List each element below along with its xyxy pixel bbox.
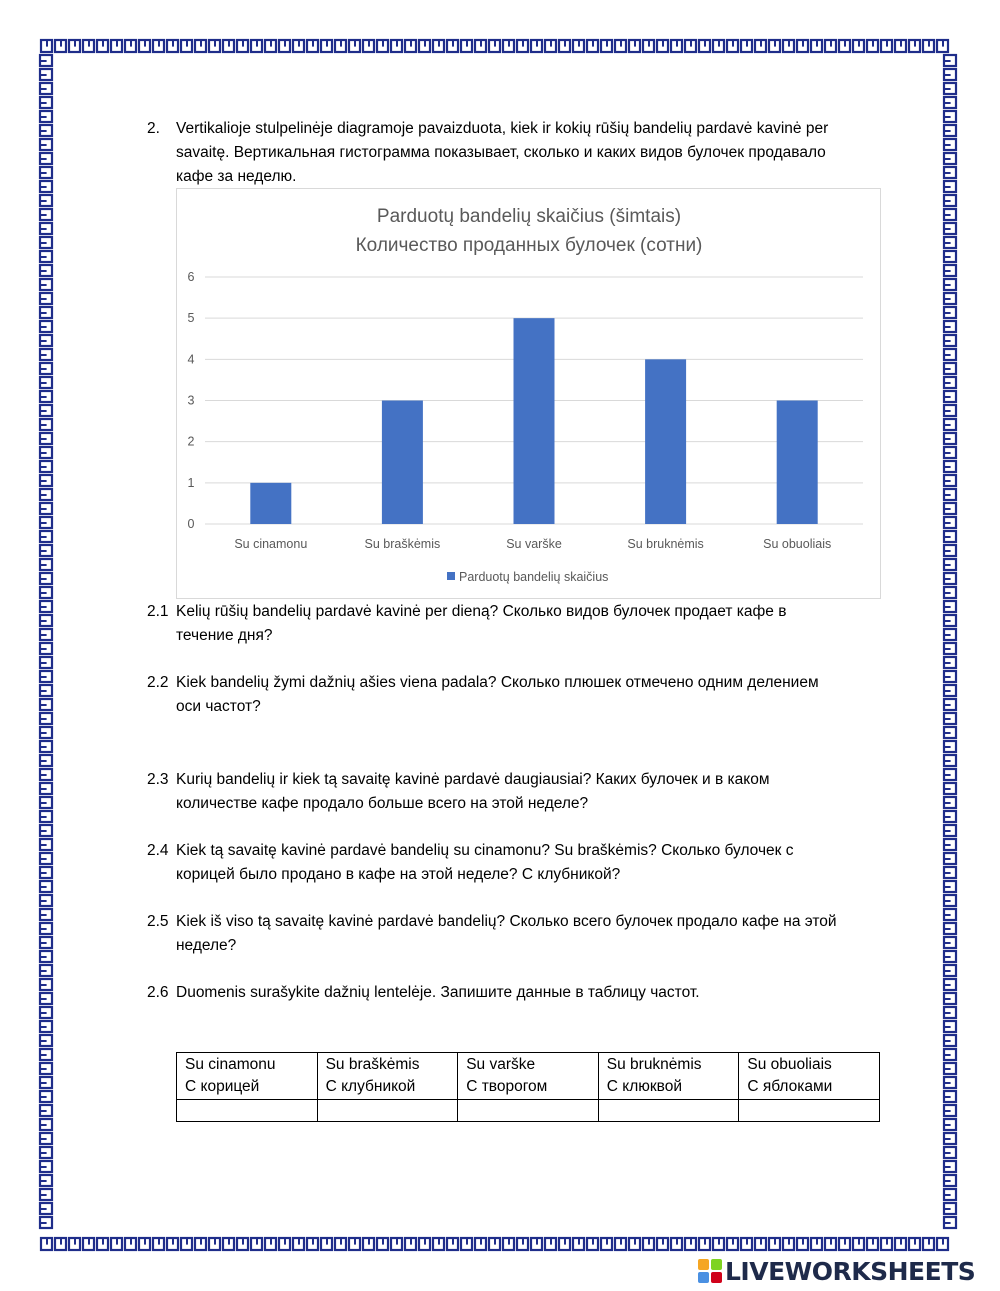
y-tick-label: 4 bbox=[187, 352, 195, 367]
header-label-lt: Su obuoliais bbox=[747, 1056, 832, 1073]
question-number: 2.3 bbox=[147, 771, 169, 788]
question-2-5 bbox=[147, 910, 887, 958]
legend-label: Parduotų bandelių skaičius bbox=[459, 570, 609, 584]
question-text-line: Vertikalioje stulpelinėje diagramoje pavaizduota, kiek ir kokių rūšių bandelių pardavė kavinė per bbox=[176, 120, 829, 137]
question-number: 2.5 bbox=[147, 913, 169, 930]
y-tick-label: 2 bbox=[187, 434, 195, 449]
bar bbox=[382, 401, 423, 525]
question-number: 2.4 bbox=[147, 842, 169, 859]
header-label-ru: С клубникой bbox=[325, 1078, 416, 1095]
question-text-line: течение дня? bbox=[176, 627, 273, 644]
header-label-ru: С творогом bbox=[466, 1078, 548, 1095]
y-tick-label: 1 bbox=[187, 475, 195, 490]
question-2 bbox=[147, 117, 887, 189]
y-tick-label: 3 bbox=[187, 393, 195, 408]
question-text-line: Kiek iš viso tą savaitę kavinė pardavė bandelių? Сколько всего булочек продало кафе на этой bbox=[176, 913, 837, 930]
table-header-cell bbox=[598, 1053, 739, 1100]
header-label-lt: Su braškėmis bbox=[325, 1056, 420, 1073]
question-text-line: количестве кафе продало больше всего на этой неделе? bbox=[176, 795, 589, 812]
header-label-lt: Su bruknėmis bbox=[606, 1056, 702, 1073]
liveworksheets-logo bbox=[698, 1256, 975, 1286]
bar-chart bbox=[176, 188, 881, 599]
chart-title: Parduotų bandelių skaičius (šimtais) bbox=[376, 206, 682, 227]
bar bbox=[514, 318, 555, 524]
table-header-cell bbox=[739, 1053, 880, 1100]
question-text-line: оси частот? bbox=[176, 698, 261, 715]
question-2-1 bbox=[147, 600, 887, 648]
question-text-line: Kelių rūšių bandelių pardavė kavinė per dieną? Сколько видов булочек продает кафе в bbox=[176, 603, 787, 620]
table-header-cell bbox=[317, 1053, 458, 1100]
question-text-line: Duomenis surašykite dažnių lentelėje. Запишите данные в таблицу частот. bbox=[176, 984, 700, 1001]
frequency-table bbox=[176, 1052, 880, 1122]
brand-name: LIVEWORKSHEETS bbox=[725, 1256, 976, 1286]
y-tick-label: 6 bbox=[187, 270, 195, 284]
x-tick-label: Su cinamonu bbox=[234, 537, 308, 551]
x-tick-label: Su varške bbox=[506, 537, 562, 551]
logo-mark-icon bbox=[698, 1259, 722, 1283]
question-2-2 bbox=[147, 671, 887, 719]
question-text-line: неделе? bbox=[176, 937, 237, 954]
question-text-line: savaitę. Вертикальная гистограмма показывает, сколько и каких видов булочек продавало bbox=[176, 144, 826, 161]
answer-cell-strawberry[interactable] bbox=[317, 1100, 458, 1122]
question-text-line: Kiek bandelių žymi dažnių ašies viena padala? Сколько плюшек отмечено одним делением bbox=[176, 674, 819, 691]
chart-subtitle: Количество проданных булочек (сотни) bbox=[355, 235, 703, 256]
answer-cell-apple[interactable] bbox=[739, 1100, 880, 1122]
question-text-line: Kiek tą savaitę kavinė pardavė bandelių su cinamonu? Su braškėmis? Сколько булочек с bbox=[176, 842, 794, 859]
answer-cell-cinnamon[interactable] bbox=[177, 1100, 318, 1122]
bar bbox=[250, 483, 291, 524]
question-number: 2.1 bbox=[147, 603, 169, 620]
answer-cell-lingonberry[interactable] bbox=[598, 1100, 739, 1122]
question-text-line: кафе за неделю. bbox=[176, 168, 297, 185]
question-number: 2.2 bbox=[147, 674, 169, 691]
question-2-6 bbox=[147, 981, 887, 1005]
table-header-cell bbox=[177, 1053, 318, 1100]
table-header-cell bbox=[458, 1053, 599, 1100]
header-label-ru: С клюквой bbox=[606, 1078, 683, 1095]
x-tick-label: Su obuoliais bbox=[763, 537, 832, 551]
x-tick-label: Su bruknėmis bbox=[627, 537, 704, 551]
header-label-ru: С яблоками bbox=[747, 1078, 833, 1095]
question-text-line: Kurių bandelių ir kiek tą savaitę kavinė pardavė daugiausiai? Каких булочек и в каком bbox=[176, 771, 770, 788]
question-2-4 bbox=[147, 839, 887, 887]
question-text-line: корицей было продано в кафе на этой неделе? С клубникой? bbox=[176, 866, 621, 883]
question-number: 2.6 bbox=[147, 984, 169, 1001]
y-tick-label: 5 bbox=[187, 311, 195, 326]
answer-cell-curd[interactable] bbox=[458, 1100, 599, 1122]
legend-swatch bbox=[447, 572, 455, 580]
y-tick-label: 0 bbox=[187, 517, 195, 531]
question-2-3 bbox=[147, 768, 887, 816]
question-number: 2. bbox=[147, 120, 160, 137]
bar bbox=[645, 359, 686, 524]
bar-chart-canvas bbox=[177, 189, 882, 600]
header-label-ru: С корицей bbox=[185, 1078, 260, 1095]
x-tick-label: Su braškėmis bbox=[364, 537, 441, 551]
header-label-lt: Su varške bbox=[466, 1056, 536, 1073]
table-answer-row bbox=[177, 1100, 880, 1122]
table-header-row bbox=[177, 1053, 880, 1100]
header-label-lt: Su cinamonu bbox=[185, 1056, 276, 1073]
bar bbox=[777, 401, 818, 525]
